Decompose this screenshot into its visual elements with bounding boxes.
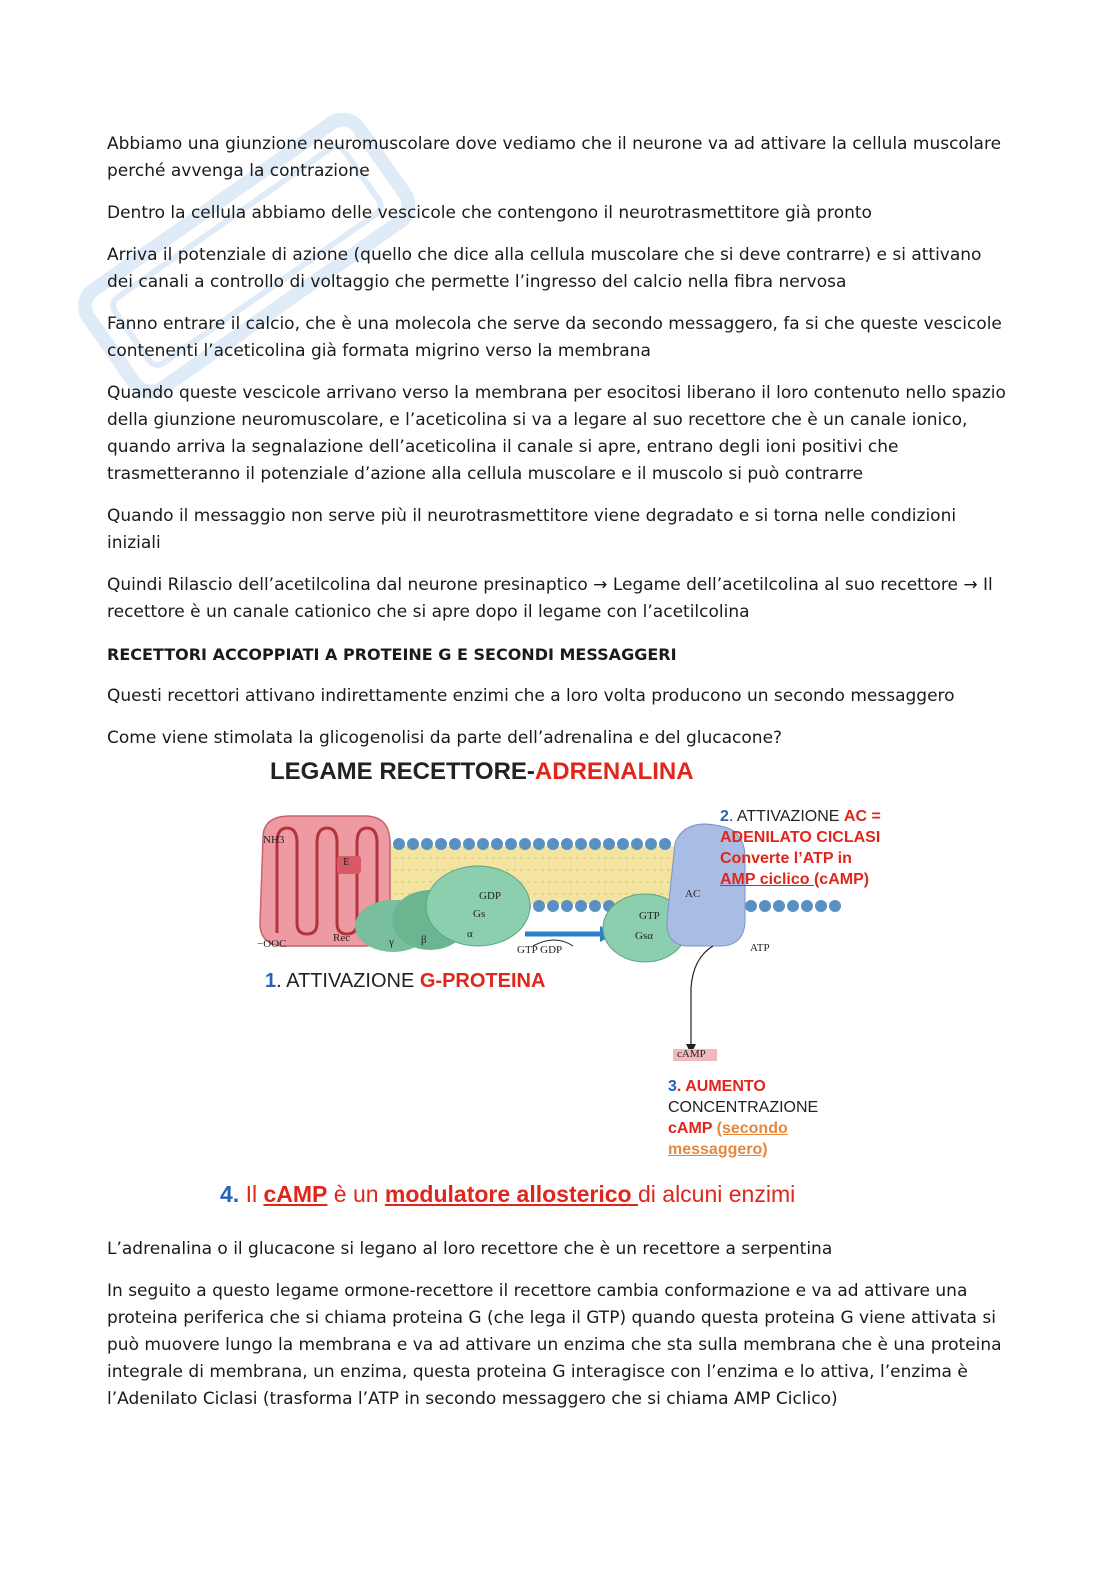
paragraph: Quando queste vescicole arrivano verso la membrana per esocitosi liberano il loro contenuto nello spazio della giunzione neuromuscolare, e l’aceticolina si va a legare al suo recettore che è un canale ionico, quando arriva la segnalazione dell’aceticolina il canale si apre, entrano degli ioni positivi che trasmetteranno il potenziale d’azione alla cellula muscolare e il muscolo si può contrarre bbox=[107, 383, 1006, 484]
label-ooc: −OOC bbox=[257, 938, 287, 950]
adrenaline-receptor-figure bbox=[215, 748, 905, 1218]
label-e: E bbox=[343, 856, 350, 868]
atp-to-camp-arrow bbox=[691, 946, 713, 1048]
paragraph: Quindi Rilascio dell’acetilcolina dal neurone presinaptico → Legame dell’acetilcolina al suo recettore → Il recettore è un canale cationico che si apre dopo il legame con l’acetilcolina bbox=[107, 575, 993, 622]
label-gtp-gdp: GTP GDP bbox=[517, 944, 563, 956]
label-atp: ATP bbox=[750, 942, 770, 954]
section-heading: RECETTORI ACCOPPIATI A PROTEINE G E SECONDI MESSAGGERI bbox=[107, 645, 677, 664]
paragraph: Fanno entrare il calcio, che è una molecola che serve da secondo messaggero, fa si che queste vescicole contenenti l’aceticolina già formata migrino verso la membrana bbox=[107, 314, 1002, 361]
label-gs: Gs bbox=[473, 908, 486, 920]
g-protein-alpha bbox=[426, 866, 530, 946]
document-body-bottom bbox=[107, 1236, 1007, 1428]
label-camp: cAMP bbox=[677, 1048, 706, 1060]
label-rec: Rec bbox=[333, 932, 351, 944]
paragraph: Abbiamo una giunzione neuromuscolare dove vediamo che il neurone va ad attivare la cellula muscolare perché avvenga la contrazione bbox=[107, 134, 1002, 181]
paragraph: Questi recettori attivano indirettamente enzimi che a loro volta producono un secondo messaggero bbox=[107, 686, 955, 706]
paragraph: L’adrenalina o il glucacone si legano al loro recettore che è un recettore a serpentina bbox=[107, 1239, 833, 1259]
step-1-label: 1. ATTIVAZIONE G-PROTEINA bbox=[265, 970, 546, 992]
paragraph: Come viene stimolata la glicogenolisi da parte dell’adrenalina e del glucacone? bbox=[107, 728, 783, 748]
step-2-label: 2. ATTIVAZIONE AC = ADENILATO CICLASI Converte l’ATP in AMP ciclico (cAMP) bbox=[720, 808, 881, 888]
paragraph: Quando il messaggio non serve più il neurotrasmettitore viene degradato e si torna nelle condizioni iniziali bbox=[107, 506, 957, 553]
label-gtp: GTP bbox=[639, 910, 660, 922]
step-4-label: 4. Il cAMP è un modulatore allosterico di alcuni enzimi bbox=[220, 1181, 796, 1207]
step-3-label: 3. AUMENTO CONCENTRAZIONE cAMP (secondo messaggero) bbox=[668, 1078, 819, 1158]
paragraph: In seguito a questo legame ormone-recettore il recettore cambia conformazione e va ad attivare una proteina periferica che si chiama proteina G (che lega il GTP) quando questa proteina G viene attivata si può muovere lungo la membrana e va ad attivare un enzima che sta sulla membrana che è una proteina integrale di membrana, un enzima, questa proteina G interagisce con l’enzima e lo attiva, l’enzima è l’Adenilato Ciclasi (trasforma l’ATP in secondo messaggero che si chiama AMP Ciclico) bbox=[107, 1281, 1002, 1409]
label-beta: β bbox=[421, 934, 427, 946]
figure-title: LEGAME RECETTORE-ADRENALINA bbox=[270, 758, 694, 785]
label-gdp: GDP bbox=[479, 890, 502, 902]
paragraph: Dentro la cellula abbiamo delle vescicole che contengono il neurotrasmettitore già pronto bbox=[107, 203, 872, 223]
label-nh3: NH3 bbox=[263, 834, 285, 846]
label-gamma: γ bbox=[389, 936, 394, 948]
paragraph: Arriva il potenziale di azione (quello che dice alla cellula muscolare che si deve contrarre) e si attivano dei canali a controllo di voltaggio che permette l’ingresso del calcio nella fibra nervosa bbox=[107, 245, 982, 292]
label-gsa: Gsα bbox=[635, 930, 653, 942]
label-alpha: α bbox=[467, 928, 473, 940]
label-ac: AC bbox=[685, 888, 701, 900]
document-body-top bbox=[107, 131, 1007, 767]
